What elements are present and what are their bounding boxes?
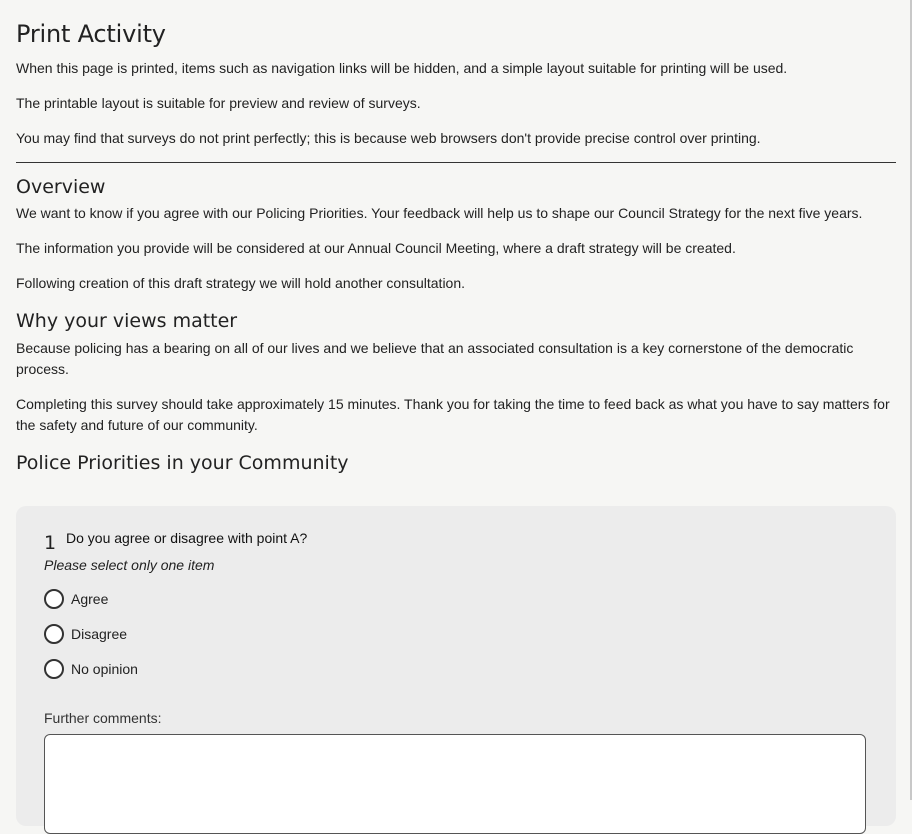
question-card [16,506,896,826]
question-number: 1 [44,532,57,554]
why-paragraph: Completing this survey should take approximately 15 minutes. Thank you for taking the time to feed back as what you have to say matters for the safety and future of our community. [16,396,890,433]
divider [16,162,896,163]
why-views-matter-heading: Why your views matter [16,310,238,332]
no-opinion-radio[interactable] [44,659,64,679]
disagree-radio[interactable] [44,624,64,644]
overview-paragraph: The information you provide will be considered at our Annual Council Meeting, where a draft strategy will be created. [16,240,736,256]
page-title: Print Activity [16,20,166,48]
agree-radio[interactable] [44,589,64,609]
overview-paragraph: Following creation of this draft strategy we will hold another consultation. [16,275,466,291]
overview-paragraph: We want to know if you agree with our Policing Priorities. Your feedback will help us to shape our Council Strategy for the next five years. [16,205,863,221]
option-disagree[interactable] [44,624,127,644]
intro-text-browser-note: You may find that surveys do not print perfectly; this is because web browsers don't provide precise control over printing. [16,130,761,146]
intro-text-print-layout: When this page is printed, items such as navigation links will be hidden, and a simple layout suitable for printing will be used. [16,60,788,76]
option-label: Agree [71,591,109,607]
question-instruction: Please select only one item [44,557,215,573]
option-label: Disagree [71,626,128,642]
overview-heading: Overview [16,176,106,198]
option-label: No opinion [71,661,138,677]
priorities-heading: Police Priorities in your Community [16,452,349,474]
why-paragraph: Because policing has a bearing on all of our lives and we believe that an associated consultation is a key cornerstone of the democratic process. [16,340,854,377]
further-comments-label: Further comments: [44,710,162,726]
intro-text-preview: The printable layout is suitable for preview and review of surveys. [16,95,421,111]
question-text: Do you agree or disagree with point A? [66,530,308,546]
option-agree[interactable] [44,589,108,609]
further-comments-field[interactable] [44,734,866,834]
option-no-opinion[interactable] [44,659,138,679]
